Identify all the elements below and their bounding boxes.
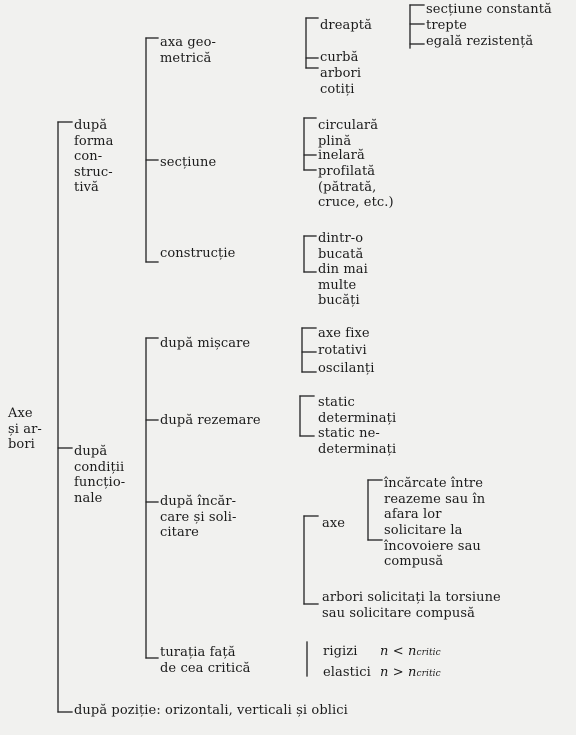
static-determinati-label: static determinați xyxy=(318,395,397,426)
incarcate-intre-reazeme-label: încărcate între reazeme sau în afara lor xyxy=(384,476,486,522)
root-label: Axe și ar- bori xyxy=(8,406,42,452)
forma-constructiva-label: după forma con- struc- tivă xyxy=(74,118,114,195)
pozitie-label: după poziție: orizontali, verticali și oblici xyxy=(74,703,348,718)
egala-rezistenta-label: egală rezistență xyxy=(426,34,534,49)
solicitare-incovoiere-label: solicitare la încovoiere sau compusă xyxy=(384,523,481,569)
sectiune-constanta-label: secțiune constantă xyxy=(426,2,552,17)
oscilanti-label: oscilanți xyxy=(318,361,375,376)
axa-geometrica-label: axa geo- metrică xyxy=(160,35,216,66)
elastici-formula: n > ncritic xyxy=(380,665,441,680)
constructie-label: construcție xyxy=(160,246,236,261)
profilata-label: profilată (pătrată, cruce, etc.) xyxy=(318,164,394,210)
curba-label: curbă xyxy=(320,50,359,65)
arbori-cotiti-label: arbori cotiți xyxy=(320,66,362,97)
arbori-torsiune-label: arbori solicitați la torsiune sau solicitare compusă xyxy=(322,590,501,621)
rotativi-label: rotativi xyxy=(318,343,367,358)
sectiune-label: secțiune xyxy=(160,155,217,170)
din-mai-multe-bucati-label: din mai multe bucăți xyxy=(318,262,368,308)
turatia-label: turația față de cea critică xyxy=(160,645,251,676)
axe-incarcare-label: axe xyxy=(322,516,346,531)
dreapta-label: dreaptă xyxy=(320,18,372,33)
axe-fixe-label: axe fixe xyxy=(318,326,370,341)
dupa-miscare-label: după mișcare xyxy=(160,336,251,351)
dintr-o-bucata-label: dintr-o bucată xyxy=(318,231,364,262)
inelara-label: inelară xyxy=(318,148,365,163)
conditii-functionale-label: după condiții funcțio- nale xyxy=(74,444,126,506)
elastici-label: elastici xyxy=(323,665,371,680)
circulara-plina-label: circulară plină xyxy=(318,118,379,149)
rigizi-label: rigizi xyxy=(323,644,358,659)
trepte-label: trepte xyxy=(426,18,467,33)
static-nedeterminati-label: static ne- determinați xyxy=(318,426,397,457)
rigizi-formula: n < ncritic xyxy=(380,644,441,659)
dupa-incarcare-label: după încăr- care și soli- citare xyxy=(160,494,237,540)
dupa-rezemare-label: după rezemare xyxy=(160,413,261,428)
